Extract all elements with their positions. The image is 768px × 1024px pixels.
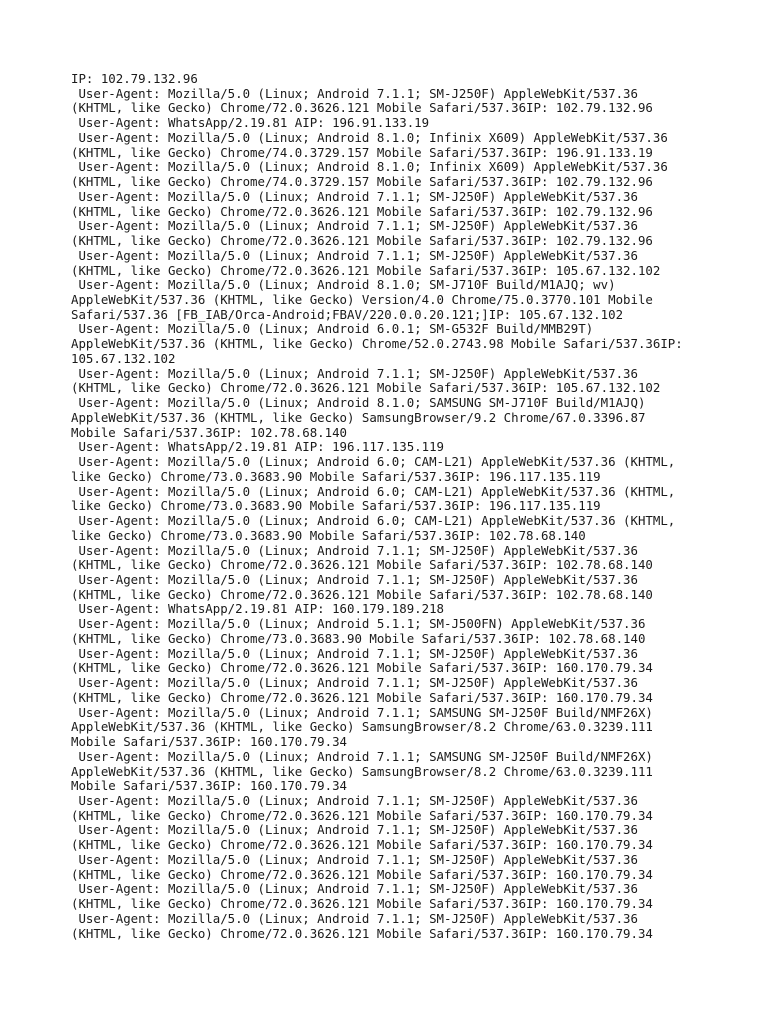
text-line: (KHTML, like Gecko) Chrome/72.0.3626.121 Mobile Safari/537.36IP: 160.170.79.34 <box>71 660 653 676</box>
text-line: User-Agent: Mozilla/5.0 (Linux; Android 5.1.1; SM-J500FN) AppleWebKit/537.36 <box>71 616 646 632</box>
text-line: User-Agent: WhatsApp/2.19.81 AIP: 160.179.189.218 <box>71 601 444 617</box>
text-line: User-Agent: Mozilla/5.0 (Linux; Android 7.1.1; SM-J250F) AppleWebKit/537.36 <box>71 851 638 867</box>
text-line: (KHTML, like Gecko) Chrome/72.0.3626.121 Mobile Safari/537.36IP: 160.170.79.34 <box>71 689 653 705</box>
text-line: User-Agent: Mozilla/5.0 (Linux; Android 7.1.1; SAMSUNG SM-J250F Build/NMF26X) <box>71 748 653 764</box>
text-line: like Gecko) Chrome/73.0.3683.90 Mobile Safari/537.36IP: 196.117.135.119 <box>71 498 601 514</box>
text-line: AppleWebKit/537.36 (KHTML, like Gecko) Version/4.0 Chrome/75.0.3770.101 Mobile <box>71 292 653 308</box>
text-line: Safari/537.36 [FB_IAB/Orca-Android;FBAV/220.0.0.20.121;]IP: 105.67.132.102 <box>71 306 624 322</box>
text-line: User-Agent: WhatsApp/2.19.81 AIP: 196.91.133.19 <box>71 115 430 131</box>
text-line: like Gecko) Chrome/73.0.3683.90 Mobile Safari/537.36IP: 196.117.135.119 <box>71 468 601 484</box>
text-line: User-Agent: Mozilla/5.0 (Linux; Android 8.1.0; Infinix X609) AppleWebKit/537.36 <box>71 129 668 145</box>
text-line: User-Agent: Mozilla/5.0 (Linux; Android 7.1.1; SM-J250F) AppleWebKit/537.36 <box>71 188 638 204</box>
text-line: (KHTML, like Gecko) Chrome/72.0.3626.121 Mobile Safari/537.36IP: 102.78.68.140 <box>71 586 653 602</box>
text-line: User-Agent: Mozilla/5.0 (Linux; Android 8.1.0; SM-J710F Build/M1AJQ; wv) <box>71 277 616 293</box>
text-line: Mobile Safari/537.36IP: 102.78.68.140 <box>71 424 348 440</box>
text-line: AppleWebKit/537.36 (KHTML, like Gecko) SamsungBrowser/8.2 Chrome/63.0.3239.111 <box>71 719 653 735</box>
text-line: User-Agent: Mozilla/5.0 (Linux; Android 7.1.1; SM-J250F) AppleWebKit/537.36 <box>71 571 638 587</box>
text-line: 105.67.132.102 <box>71 350 176 366</box>
text-line: Mobile Safari/537.36IP: 160.170.79.34 <box>71 778 348 794</box>
text-line: User-Agent: Mozilla/5.0 (Linux; Android 6.0; CAM-L21) AppleWebKit/537.36 (KHTML, <box>71 454 676 470</box>
text-line: (KHTML, like Gecko) Chrome/72.0.3626.121 Mobile Safari/537.36IP: 102.79.132.96 <box>71 233 653 249</box>
text-line: User-Agent: Mozilla/5.0 (Linux; Android 7.1.1; SM-J250F) AppleWebKit/537.36 <box>71 881 638 897</box>
text-line: User-Agent: Mozilla/5.0 (Linux; Android 7.1.1; SM-J250F) AppleWebKit/537.36 <box>71 85 638 101</box>
text-line: (KHTML, like Gecko) Chrome/72.0.3626.121 Mobile Safari/537.36IP: 160.170.79.34 <box>71 925 653 941</box>
text-line: (KHTML, like Gecko) Chrome/72.0.3626.121 Mobile Safari/537.36IP: 160.170.79.34 <box>71 896 653 912</box>
text-line: (KHTML, like Gecko) Chrome/72.0.3626.121 Mobile Safari/537.36IP: 160.170.79.34 <box>71 837 653 853</box>
text-line: (KHTML, like Gecko) Chrome/73.0.3683.90 Mobile Safari/537.36IP: 102.78.68.140 <box>71 630 646 646</box>
text-line: User-Agent: Mozilla/5.0 (Linux; Android 7.1.1; SM-J250F) AppleWebKit/537.36 <box>71 542 638 558</box>
text-line: User-Agent: Mozilla/5.0 (Linux; Android 8.1.0; Infinix X609) AppleWebKit/537.36 <box>71 159 668 175</box>
text-line: User-Agent: Mozilla/5.0 (Linux; Android 6.0; CAM-L21) AppleWebKit/537.36 (KHTML, <box>71 513 676 529</box>
text-line: User-Agent: Mozilla/5.0 (Linux; Android 7.1.1; SM-J250F) AppleWebKit/537.36 <box>71 675 638 691</box>
text-line: AppleWebKit/537.36 (KHTML, like Gecko) SamsungBrowser/8.2 Chrome/63.0.3239.111 <box>71 763 653 779</box>
text-line: (KHTML, like Gecko) Chrome/72.0.3626.121 Mobile Safari/537.36IP: 160.170.79.34 <box>71 807 653 823</box>
text-line: IP: 102.79.132.96 <box>71 71 198 86</box>
text-line: (KHTML, like Gecko) Chrome/72.0.3626.121 Mobile Safari/537.36IP: 105.67.132.102 <box>71 262 661 278</box>
text-line: (KHTML, like Gecko) Chrome/72.0.3626.121 Mobile Safari/537.36IP: 102.79.132.96 <box>71 100 653 116</box>
text-line: User-Agent: Mozilla/5.0 (Linux; Android 7.1.1; SM-J250F) AppleWebKit/537.36 <box>71 645 638 661</box>
text-line: User-Agent: Mozilla/5.0 (Linux; Android 6.0.1; SM-G532F Build/MMB29T) <box>71 321 594 337</box>
text-line: AppleWebKit/537.36 (KHTML, like Gecko) SamsungBrowser/9.2 Chrome/67.0.3396.87 <box>71 409 646 425</box>
text-line: (KHTML, like Gecko) Chrome/72.0.3626.121 Mobile Safari/537.36IP: 102.79.132.96 <box>71 203 653 219</box>
text-line: User-Agent: Mozilla/5.0 (Linux; Android 7.1.1; SM-J250F) AppleWebKit/537.36 <box>71 822 638 838</box>
text-line: User-Agent: WhatsApp/2.19.81 AIP: 196.117.135.119 <box>71 439 444 455</box>
text-line: User-Agent: Mozilla/5.0 (Linux; Android 6.0; CAM-L21) AppleWebKit/537.36 (KHTML, <box>71 483 676 499</box>
text-line: like Gecko) Chrome/73.0.3683.90 Mobile Safari/537.36IP: 102.78.68.140 <box>71 527 586 543</box>
text-line: User-Agent: Mozilla/5.0 (Linux; Android 7.1.1; SM-J250F) AppleWebKit/537.36 <box>71 247 638 263</box>
text-line: User-Agent: Mozilla/5.0 (Linux; Android 7.1.1; SM-J250F) AppleWebKit/537.36 <box>71 792 638 808</box>
text-line: User-Agent: Mozilla/5.0 (Linux; Android 7.1.1; SAMSUNG SM-J250F Build/NMF26X) <box>71 704 653 720</box>
text-line: (KHTML, like Gecko) Chrome/72.0.3626.121 Mobile Safari/537.36IP: 105.67.132.102 <box>71 380 661 396</box>
text-line: User-Agent: Mozilla/5.0 (Linux; Android 7.1.1; SM-J250F) AppleWebKit/537.36 <box>71 910 638 926</box>
text-line: User-Agent: Mozilla/5.0 (Linux; Android 8.1.0; SAMSUNG SM-J710F Build/M1AJQ) <box>71 395 646 411</box>
text-line: (KHTML, like Gecko) Chrome/72.0.3626.121 Mobile Safari/537.36IP: 160.170.79.34 <box>71 866 653 882</box>
document-page <box>71 72 711 941</box>
text-line: (KHTML, like Gecko) Chrome/74.0.3729.157 Mobile Safari/537.36IP: 102.79.132.96 <box>71 174 653 190</box>
text-line: (KHTML, like Gecko) Chrome/74.0.3729.157 Mobile Safari/537.36IP: 196.91.133.19 <box>71 144 653 160</box>
text-line: User-Agent: Mozilla/5.0 (Linux; Android 7.1.1; SM-J250F) AppleWebKit/537.36 <box>71 365 638 381</box>
text-line: User-Agent: Mozilla/5.0 (Linux; Android 7.1.1; SM-J250F) AppleWebKit/537.36 <box>71 218 638 234</box>
text-line: Mobile Safari/537.36IP: 160.170.79.34 <box>71 734 348 750</box>
text-line: AppleWebKit/537.36 (KHTML, like Gecko) Chrome/52.0.2743.98 Mobile Safari/537.36IP: <box>71 336 683 352</box>
text-line: (KHTML, like Gecko) Chrome/72.0.3626.121 Mobile Safari/537.36IP: 102.78.68.140 <box>71 557 653 573</box>
